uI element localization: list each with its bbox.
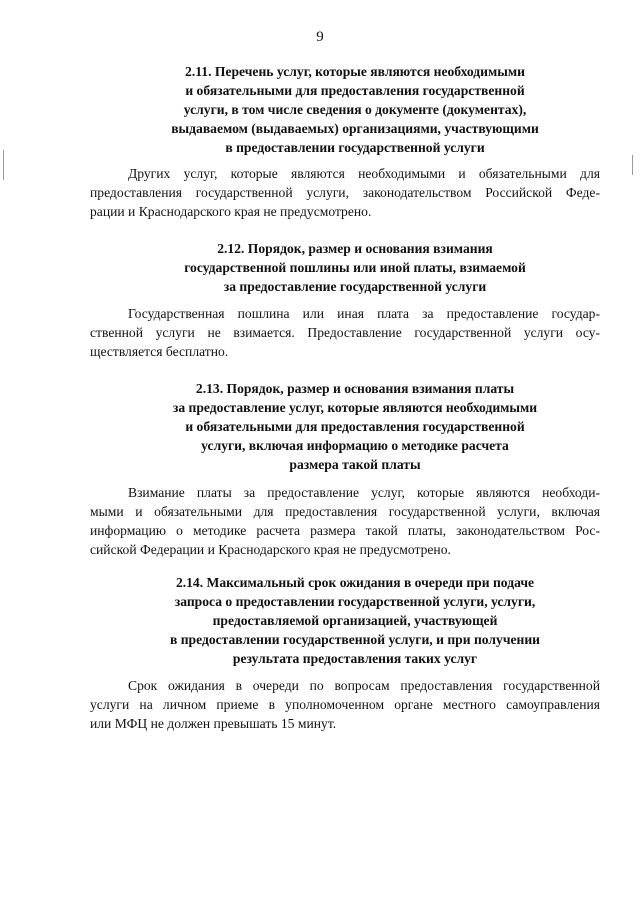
heading-line: в предоставлении государственной услуги xyxy=(225,140,485,155)
heading-line: результата предоставления таких услуг xyxy=(232,651,478,666)
heading-line: запроса о предоставлении государственной услуги, услуги, xyxy=(174,594,536,609)
section-heading-2-13 xyxy=(110,379,600,474)
heading-line: услуги, в том числе сведения о документе (документах), xyxy=(183,102,527,117)
section-heading-2-11 xyxy=(110,62,600,157)
heading-line: и обязательными для предоставления государственной xyxy=(185,83,525,98)
body-line: Государственная пошлина или иная плата за предоставление государ- xyxy=(128,306,600,321)
body-line: услуги на личном приеме в уполномоченном органе местного самоуправления xyxy=(90,697,600,712)
body-line: рации и Краснодарского края не предусмотрено. xyxy=(90,204,372,219)
section-heading-2-14 xyxy=(110,573,600,668)
section-body-2-13 xyxy=(90,483,600,559)
heading-line: за предоставление государственной услуги xyxy=(223,279,487,294)
page-number: 9 xyxy=(316,29,324,45)
section-body-2-14 xyxy=(90,676,600,733)
section-body-2-11 xyxy=(90,164,600,221)
heading-line: в предоставлении государственной услуги, и при получении xyxy=(169,632,541,647)
heading-line: и обязательными для предоставления государственной xyxy=(185,419,525,434)
body-line: Срок ожидания в очереди по вопросам предоставления государственной xyxy=(128,678,600,693)
body-line: мыми и обязательными для предоставления государственной услуги, включая xyxy=(90,504,600,519)
section-heading-2-12 xyxy=(110,239,600,296)
heading-line: услуги, включая информацию о методике расчета xyxy=(201,438,509,453)
heading-line: 2.12. Порядок, размер и основания взимания xyxy=(217,241,493,256)
body-line: ществляется бесплатно. xyxy=(90,344,229,359)
heading-line: 2.13. Порядок, размер и основания взимания платы xyxy=(195,381,515,396)
body-line: Взимание платы за предоставление услуг, которые являются необходи- xyxy=(128,485,600,500)
body-line: ственной услуги не взимается. Предоставление государственной услуги осу- xyxy=(90,325,600,340)
body-line: информацию о методике расчета размера такой платы, законодательством Рос- xyxy=(90,523,600,538)
body-line: сийской Федерации и Краснодарского края не предусмотрено. xyxy=(90,542,451,557)
body-line: или МФЦ не должен превышать 15 минут. xyxy=(90,716,337,731)
heading-line: государственной пошлины или иной платы, взимаемой xyxy=(184,260,526,275)
heading-line: предоставляемой организацией, участвующей xyxy=(212,613,498,628)
heading-line: выдаваемом (выдаваемых) организациями, участвующими xyxy=(171,121,539,136)
heading-line: 2.11. Перечень услуг, которые являются необходимыми xyxy=(185,64,525,79)
scan-edge-mark-right xyxy=(632,155,633,175)
body-line: Других услуг, которые являются необходимыми и обязательными для xyxy=(128,166,600,181)
heading-line: 2.14. Максимальный срок ожидания в очереди при подаче xyxy=(175,575,535,590)
scan-edge-mark-left xyxy=(3,150,4,180)
heading-line: размера такой платы xyxy=(289,457,421,472)
body-line: предоставления государственной услуги, законодательством Российской Феде- xyxy=(90,185,600,200)
heading-line: за предоставление услуг, которые являются необходимыми xyxy=(172,400,538,415)
section-body-2-12 xyxy=(90,304,600,361)
